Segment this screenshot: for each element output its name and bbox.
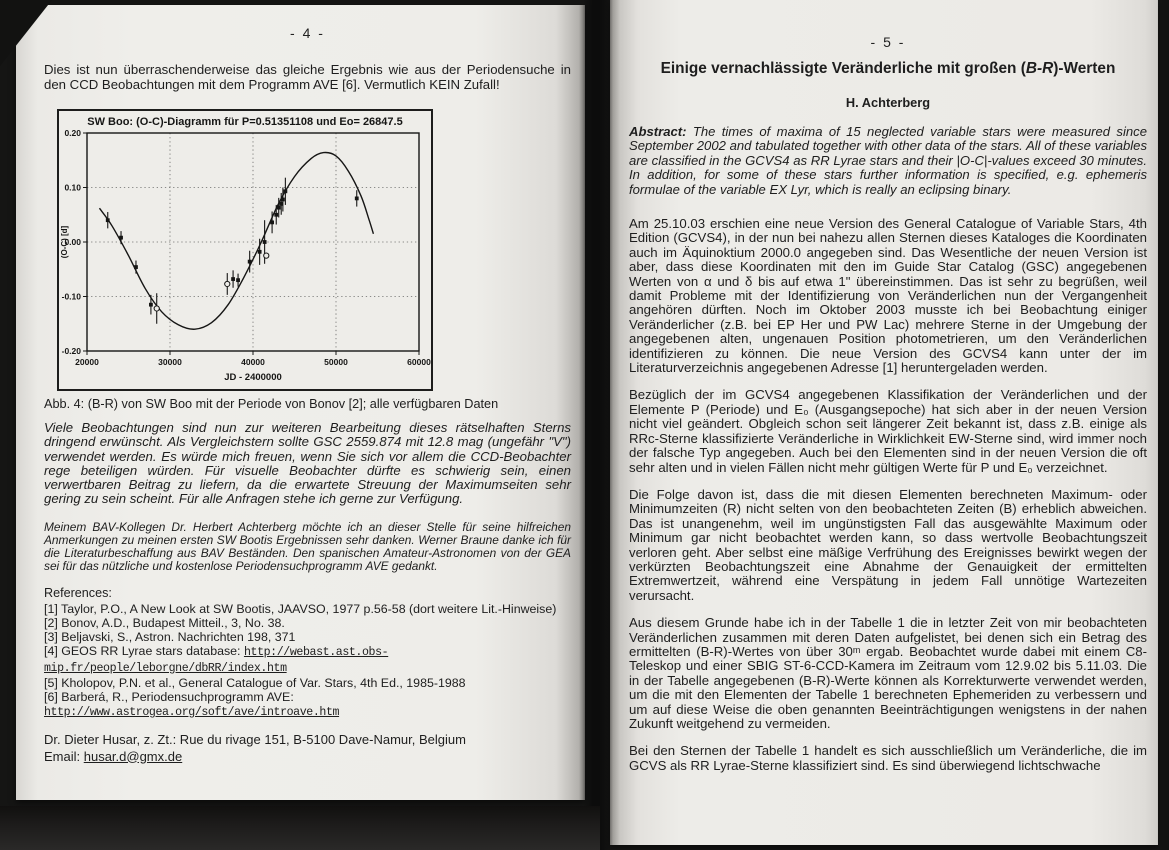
reference-line: [2] Bonov, A.D., Budapest Mitteil., 3, No. 38. (44, 616, 285, 630)
chart-data-point (248, 260, 252, 264)
reference-url: mip.fr/people/leborgne/dbRR/index.htm (44, 662, 287, 675)
reference-line: [6] Barberá, R., Periodensuchprogramm AVE: (44, 690, 294, 704)
reference-line: [1] Taylor, P.O., A New Look at SW Bootis, JAAVSO, 1977 p.56-58 (dort weitere Lit.-Hinweise) (44, 602, 557, 616)
chart-tick-label-y: 0.20 (64, 128, 81, 138)
chart-tick-label-x: 30000 (158, 357, 182, 367)
chart-data-point (106, 218, 110, 222)
chart-data-point-open (154, 306, 159, 311)
reference-line: [3] Beljavski, S., Astron. Nachrichten 198, 371 (44, 630, 296, 644)
chart-title: SW Boo: (O-C)-Diagramm für P=0.51351108 und Eo= 26847.5 (87, 116, 403, 128)
scan-bottom-shadow (0, 806, 600, 850)
body-paragraph: Bezüglich der im GCVS4 angegebenen Klassifikation der Veränderlichen und der Elemente P (Periode) und E₀ (Ausgangsepoche) hat sich aber in der neuen Version nicht viel geändert. Obgleich schon seit längerer Zeit bekannt ist, dass z.B. einige als RRc-Sterne klassifizierte Veränderliche in Wirklichkeit EW-Sterne sind, wird immer noch der falsche Typ angegeben. Auch bei den Elementen sind in der neuen Version die oft sehr alten und in vielen Fällen nicht mehr gültigen Werte für P und E₀ verzeichnet. (629, 387, 1147, 475)
chart-tick-label-y: 0.00 (64, 237, 81, 247)
scan-right-edge-shadow (1157, 0, 1169, 850)
chart-tick-label-x: 60000 (407, 357, 431, 367)
scanned-page-left (16, 5, 585, 800)
reference-url: http://www.astrogea.org/soft/ave/introave.htm (44, 706, 340, 719)
article-body (629, 217, 1147, 786)
book-spine-shadow (583, 0, 613, 850)
oc-diagram-figure (57, 109, 433, 391)
chart-data-point (134, 265, 138, 269)
chart-tick-label-y: -0.10 (61, 291, 81, 302)
chart-tick-label-y: 0.10 (64, 182, 81, 193)
email-label: Email: (44, 748, 84, 764)
abstract-paragraph: Abstract: The times of maxima of 15 neglected variable stars were measured since September 2002 and tabulated together with other data of the stars. All of these variables are classified in the GCVS4 as RR Lyrae stars and their |O-C|-values exceed 30 minutes. In addition, for some of these stars further information is specified, e.g. ephemeris formulae of the variable EX Lyr, which is really an eclipsing binary. (629, 124, 1147, 197)
chart-data-point (277, 206, 281, 210)
chart-tick-label-y: -0.20 (61, 346, 81, 356)
body-paragraph: Bei den Sternen der Tabelle 1 handelt es sich ausschließlich um Veränderliche, die im GCVS als RR Lyrae-Sterne klassifiziert sind. Es sind überwiegend lichtschwache (629, 743, 1147, 773)
chart-data-point (119, 236, 123, 240)
reference-line (44, 704, 571, 720)
oc-diagram-chart (59, 111, 431, 389)
page-number-left: - 4 - (290, 25, 325, 41)
chart-data-point (281, 198, 285, 202)
chart-data-point-open (264, 253, 269, 258)
chart-y-axis-label: (O-C) [d] (60, 225, 69, 259)
chart-data-point (270, 220, 274, 224)
body-paragraph: Die Folge davon ist, dass die mit diesen Elementen berechneten Maximum- oder Minimumzeiten (R) nicht selten von den beobachteten Zeiten (B) erheblich abweichen. Das ist unangenehm, weil im ungünstigsten Fall das ausgewählte Maximum oder Minimum gar nicht beobachtet werden kann, so dass wertvolle Beobachtungszeit verloren geht. Aber selbst eine mäßige Verfrühung des Ereignisses bewirkt wegen der verkürzten Beobachtungszeit eine Abnahme der Genauigkeit der ermittelten Extremwertzeit, während eine Verspätung in jedem Fall unnötige Wartezeiten verursacht. (629, 486, 1147, 603)
figure-caption: Abb. 4: (B-R) von SW Boo mit der Periode von Bonov [2]; alle verfügbaren Daten (44, 397, 499, 411)
contact-email-line (44, 749, 571, 766)
chart-x-axis-label: JD - 2400000 (224, 372, 282, 383)
acknowledgement-paragraph: Meinem BAV-Kollegen Dr. Herbert Achterberg möchte ich an dieser Stelle für seine hilfreichen Anmerkungen zu meinen ersten SW Bootis Ergebnissen sehr danken. Werner Braune danke ich für die Literaturbeschaffung aus BAV Beständen. Den spanischen Amateur-Astronomen von der GEA sei für das nützliche und kostenlose Periodensuchprogramm AVE gedankt. (44, 520, 571, 574)
article-author: H. Achterberg (845, 95, 931, 110)
chart-data-point (274, 213, 278, 217)
body-paragraph: Am 25.10.03 erschien eine neue Version des General Catalogue of Variable Stars, 4th Edition (GCVS4), in der nun bei nahezu allen Sternen dieses Kataloges die Koordinaten auch im Äquinoktium 2000.0 angegeben sind. Das Wesentliche der neuen Version ist aber, dass diese Koordinaten mit den im Guide Star Catalog (GSC) angegebenen Werten von α und δ bis auf etwa 1" übereinstimmen. Das ist sehr zu begrüßen, weil damit Probleme mit der Identifizierung von Veränderlichen nun der Vergangenheit angehören dürften. Noch im Oktober 2003 musste ich bei Beobachtung einiger Veränderlicher (z.B. bei EP Her und PW Lac) mehrere Sterne in der Umgebung der angegebenen alten, ungenauen Position photometrieren, um den Veränderlichen identifizieren zu können. Die neue Version des GCVS4 kann unter der im Literaturverzeichnis angegebenen Adresse [1] heruntergeladen werden. (629, 216, 1147, 376)
chart-tick-label-x: 40000 (241, 357, 265, 367)
references-list (44, 602, 571, 720)
chart-data-point (231, 277, 235, 281)
contact-line: Dr. Dieter Husar, z. Zt.: Rue du rivage 151, B-5100 Dave-Namur, Belgium (44, 732, 466, 747)
chart-data-point (149, 303, 153, 307)
chart-tick-label-x: 20000 (75, 357, 99, 367)
chart-data-point (355, 197, 359, 201)
chart-data-point (263, 240, 267, 244)
reference-line (44, 660, 571, 676)
appeal-paragraph: Viele Beobachtungen sind nun zur weiteren Bearbeitung dieses rätselhaften Sterns dringend erwünscht. Als Vergleichstern sollte GSC 2559.874 mit 12.8 mag (ungefähr "V") verwendet werden. Es würde mich freuen, wenn Sie sich vor allem die CCD-Beobachter rege beteiligen würden. Für visuelle Beobachter dürfte es schwierig sein, einen verwertbaren Beitrag zu liefern, da die erwartete Streuung der Maximumseiten sehr gering zu sein scheint. Für alle Anfragen stehe ich gerne zur Verfügung. (44, 420, 571, 507)
article-title: Einige vernachlässigte Veränderliche mit großen (B-R)-Werten (660, 60, 1116, 77)
chart-data-point (258, 250, 262, 254)
chart-fit-curve (99, 152, 373, 329)
reference-line: [5] Kholopov, P.N. et al., General Catalogue of Var. Stars, 4th Ed., 1985-1988 (44, 676, 466, 690)
page-number-right: - 5 - (870, 34, 906, 50)
references-heading: References: (44, 586, 112, 600)
reference-url: http://webast.ast.obs- (243, 646, 389, 659)
scanned-page-right (610, 0, 1158, 845)
abstract-label: Abstract: (629, 124, 687, 139)
chart-data-point (236, 278, 240, 282)
chart-tick-label-x: 50000 (324, 357, 348, 367)
contact-email: husar.d@gmx.de (83, 748, 183, 764)
reference-line: [4] GEOS RR Lyrae stars database: http://webast.ast.obs- (44, 644, 389, 659)
chart-data-point-open (225, 281, 230, 286)
contact-address (44, 732, 571, 765)
body-paragraph: Aus diesem Grunde habe ich in der Tabelle 1 die in letzter Zeit von mir beobachteten Veränderlichen zusammen mit deren Daten aufgelistet, bei denen sich ein Betrag des ermittelten (B-R)-Wertes von über 30ᵐ ergab. Beobachtet wurde dabei mit einem C8-Teleskop und einer SBIG ST-6-CCD-Kamera im Zeitraum vom 12.9.02 bis 5.11.03. Die in der Tabelle angegebenen (B-R)-Werte können als Korrekturwerte verwendet werden, um die mit den Elementen der Tabelle 1 berechneten Ephemeriden zu verbessern und um auf diese Weise die oben genannten Beeinträchtigungen wenigstens in der nahen Zukunft weitgehend zu vermeiden. (629, 615, 1147, 731)
intro-paragraph: Dies ist nun überraschenderweise das gleiche Ergebnis wie aus der Periodensuche in den CCD Beobachtungen mit dem Programm AVE [6]. Vermutlich KEIN Zufall! (44, 62, 571, 93)
chart-data-point (283, 189, 287, 193)
